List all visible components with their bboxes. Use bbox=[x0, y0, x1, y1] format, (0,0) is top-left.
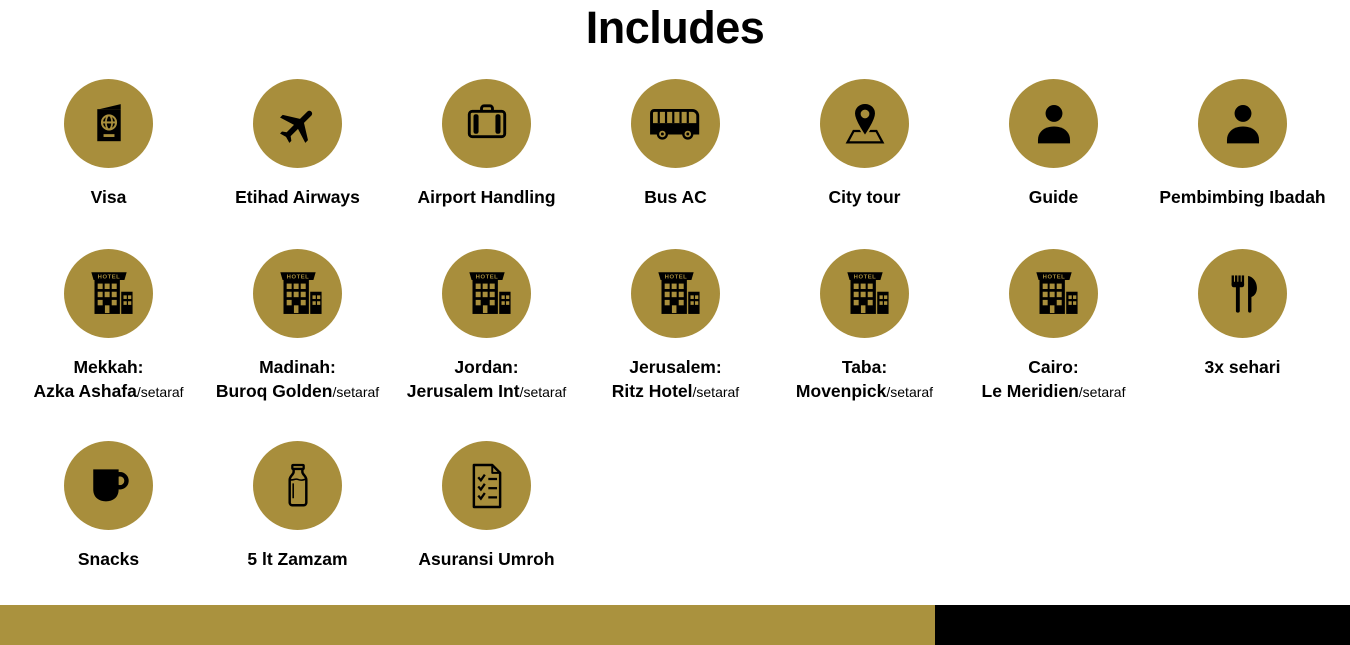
item-label bbox=[216, 355, 379, 404]
hotel-name: Movenpick bbox=[795, 381, 887, 401]
hotel-city: Mekkah: bbox=[73, 357, 144, 377]
include-item-city-tour bbox=[770, 79, 959, 209]
gold-circle bbox=[1198, 249, 1287, 338]
gold-circle bbox=[1009, 249, 1098, 338]
gold-circle bbox=[631, 249, 720, 338]
include-item-hotel-madinah bbox=[203, 249, 392, 404]
hotel-icon bbox=[269, 265, 327, 323]
gold-circle bbox=[820, 249, 909, 338]
gold-circle bbox=[1198, 79, 1287, 168]
checklist-icon bbox=[459, 458, 515, 514]
includes-row-3 bbox=[14, 441, 1337, 571]
hotel-icon bbox=[1025, 265, 1083, 323]
hotel-name: Ritz Hotel bbox=[611, 381, 693, 401]
airplane-icon bbox=[270, 96, 326, 152]
gold-circle bbox=[253, 441, 342, 530]
footer-black-bar bbox=[935, 605, 1350, 645]
item-label: City tour bbox=[828, 187, 901, 207]
includes-row-1 bbox=[14, 79, 1337, 209]
include-item-snacks bbox=[14, 441, 203, 571]
include-item-bus bbox=[581, 79, 770, 209]
item-label: 3x sehari bbox=[1204, 357, 1281, 377]
include-item-asuransi bbox=[392, 441, 581, 571]
hotel-name-line bbox=[33, 379, 183, 404]
page-title: Includes bbox=[585, 2, 765, 53]
hotel-icon bbox=[836, 265, 894, 323]
hotel-suffix: /setaraf bbox=[692, 384, 740, 400]
include-item-airline bbox=[203, 79, 392, 209]
gold-circle bbox=[442, 79, 531, 168]
hotel-name-line bbox=[612, 379, 739, 404]
hotel-icon bbox=[458, 265, 516, 323]
include-item-meals bbox=[1148, 249, 1337, 404]
include-item-zamzam bbox=[203, 441, 392, 571]
hotel-name: Azka Ashafa bbox=[33, 381, 137, 401]
hotel-name-line bbox=[216, 379, 379, 404]
hotel-city: Madinah: bbox=[259, 357, 336, 377]
item-label: Etihad Airways bbox=[235, 187, 360, 207]
gold-circle bbox=[631, 79, 720, 168]
hotel-suffix: /setaraf bbox=[886, 384, 934, 400]
include-item-airport-handling bbox=[392, 79, 581, 209]
item-label: Guide bbox=[1028, 187, 1079, 207]
map-pin-icon bbox=[837, 96, 893, 152]
item-label: Asuransi Umroh bbox=[418, 549, 555, 569]
hotel-name-line bbox=[796, 379, 933, 404]
hotel-city: Cairo: bbox=[1028, 357, 1079, 377]
hotel-city: Jerusalem: bbox=[629, 357, 722, 377]
hotel-suffix: /setaraf bbox=[332, 384, 380, 400]
gold-circle bbox=[1009, 79, 1098, 168]
bottle-icon bbox=[270, 458, 326, 514]
hotel-name: Buroq Golden bbox=[215, 381, 333, 401]
include-item-hotel-mekkah bbox=[14, 249, 203, 404]
gold-circle bbox=[64, 441, 153, 530]
person-icon bbox=[1027, 97, 1081, 151]
include-item-guide bbox=[959, 79, 1148, 209]
item-label: Snacks bbox=[77, 549, 140, 569]
include-item-hotel-jordan bbox=[392, 249, 581, 404]
include-item-hotel-jerusalem bbox=[581, 249, 770, 404]
item-label bbox=[612, 355, 739, 404]
suitcase-icon bbox=[460, 97, 514, 151]
include-item-hotel-taba bbox=[770, 249, 959, 404]
item-label bbox=[982, 355, 1126, 404]
utensils-icon bbox=[1216, 267, 1270, 321]
gold-circle bbox=[442, 441, 531, 530]
hotel-name: Le Meridien bbox=[981, 381, 1079, 401]
item-label bbox=[407, 355, 567, 404]
hotel-city: Jordan: bbox=[454, 357, 519, 377]
hotel-icon bbox=[80, 265, 138, 323]
gold-circle bbox=[820, 79, 909, 168]
hotel-suffix: /setaraf bbox=[1078, 384, 1126, 400]
hotel-city: Taba: bbox=[841, 357, 888, 377]
gold-circle bbox=[64, 249, 153, 338]
item-label bbox=[796, 355, 933, 404]
passport-icon bbox=[84, 99, 134, 149]
item-label: Pembimbing Ibadah bbox=[1159, 187, 1326, 207]
item-label bbox=[33, 355, 183, 404]
include-item-hotel-cairo bbox=[959, 249, 1148, 404]
hotel-name: Jerusalem Int bbox=[406, 381, 520, 401]
hotel-suffix: /setaraf bbox=[136, 384, 184, 400]
hotel-suffix: /setaraf bbox=[519, 384, 567, 400]
gold-circle bbox=[253, 249, 342, 338]
person-icon bbox=[1216, 97, 1270, 151]
bus-icon bbox=[647, 95, 705, 153]
item-label: 5 lt Zamzam bbox=[247, 549, 348, 569]
hotel-name-line bbox=[407, 379, 567, 404]
footer-bar bbox=[0, 605, 1350, 645]
item-label: Bus AC bbox=[644, 187, 707, 207]
gold-circle bbox=[253, 79, 342, 168]
include-item-pembimbing bbox=[1148, 79, 1337, 209]
includes-row-2 bbox=[14, 249, 1337, 404]
mug-icon bbox=[81, 458, 137, 514]
gold-circle bbox=[64, 79, 153, 168]
hotel-icon bbox=[647, 265, 705, 323]
item-label: Visa bbox=[90, 187, 127, 207]
include-item-visa bbox=[14, 79, 203, 209]
hotel-name-line bbox=[982, 379, 1126, 404]
gold-circle bbox=[442, 249, 531, 338]
item-label: Airport Handling bbox=[417, 187, 556, 207]
footer-gold-bar bbox=[0, 605, 935, 645]
